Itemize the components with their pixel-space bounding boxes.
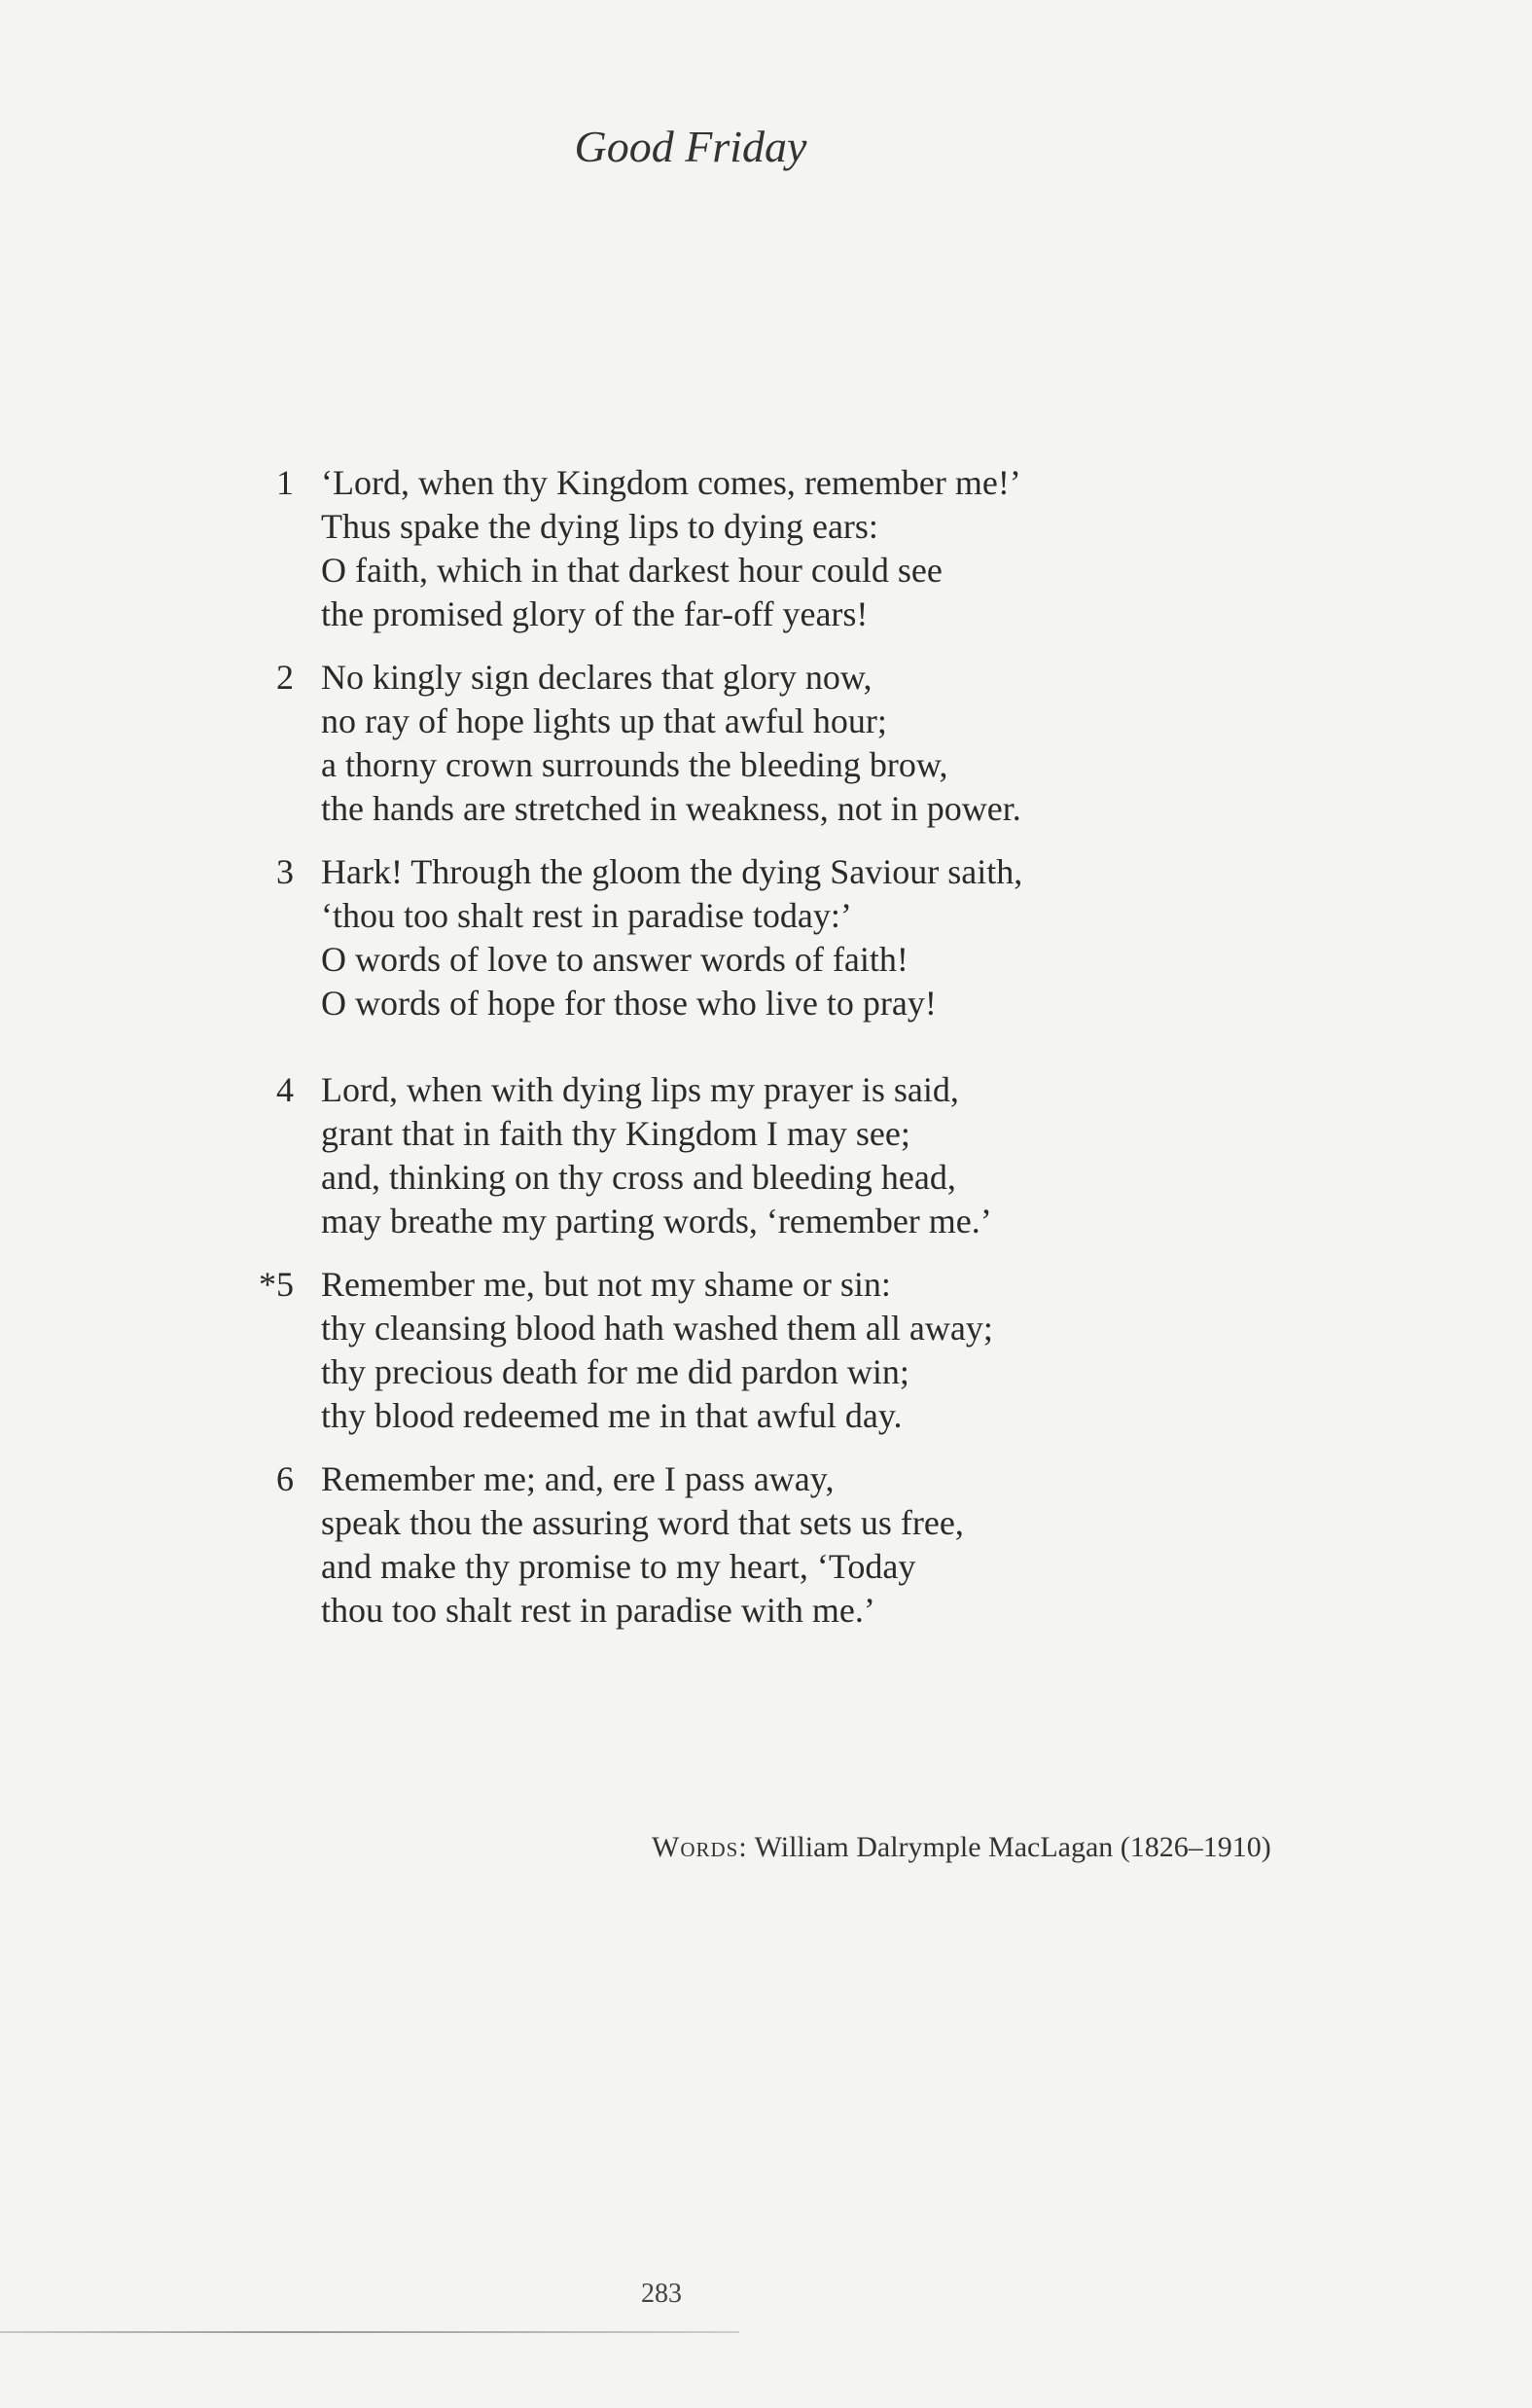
hymn-verses — [233, 461, 1206, 1633]
verse-line: Lord, when with dying lips my prayer is said, — [321, 1070, 959, 1109]
verse-number: 1 — [276, 463, 294, 502]
page-title: Good Friday — [574, 122, 807, 171]
verse-line: thy cleansing blood hath washed them all away; — [321, 1309, 993, 1348]
verse — [233, 850, 1206, 1025]
verse-line: Thus spake the dying lips to dying ears: — [321, 507, 878, 546]
verse — [233, 1263, 1206, 1438]
verse-line: Remember me; and, ere I pass away, — [321, 1459, 835, 1498]
attribution — [652, 1831, 1271, 1864]
verse-line: Hark! Through the gloom the dying Saviour saith, — [321, 852, 1023, 891]
verse-number: 2 — [276, 658, 294, 697]
verse-number: 4 — [276, 1070, 294, 1109]
verse-line: grant that in faith thy Kingdom I may see; — [321, 1114, 910, 1153]
attribution-text: William Dalrymple MacLagan (1826–1910) — [754, 1831, 1271, 1863]
verse-line: thou too shalt rest in paradise with me.’ — [321, 1591, 875, 1630]
verse-line: a thorny crown surrounds the bleeding brow, — [321, 745, 948, 784]
verse-line: Remember me, but not my shame or sin: — [321, 1265, 891, 1304]
verse-number: 6 — [276, 1459, 294, 1498]
verse-line: ‘Lord, when thy Kingdom comes, remember me!’ — [321, 463, 1021, 502]
verse-number: 3 — [276, 852, 294, 891]
verse-line: speak thou the assuring word that sets us free, — [321, 1503, 964, 1542]
verse — [233, 656, 1206, 831]
verse-line: may breathe my parting words, ‘remember me.’ — [321, 1202, 992, 1240]
verse-line: ‘thou too shalt rest in paradise today:’ — [321, 896, 852, 935]
verse-line: O faith, which in that darkest hour could see — [321, 551, 943, 590]
verse-line: and, thinking on thy cross and bleeding head, — [321, 1158, 956, 1197]
verse-line: no ray of hope lights up that awful hour; — [321, 701, 887, 740]
page-number: 283 — [641, 2279, 682, 2309]
verse-line: thy precious death for me did pardon win; — [321, 1352, 909, 1391]
verse-number: *5 — [259, 1265, 294, 1304]
attribution-label: Words: — [652, 1831, 748, 1863]
verse-line: No kingly sign declares that glory now, — [321, 658, 873, 697]
verse-line: the promised glory of the far-off years! — [321, 594, 869, 633]
verse-line: thy blood redeemed me in that awful day. — [321, 1396, 903, 1435]
page-edge-divider — [0, 2331, 739, 2333]
verse-line: O words of hope for those who live to pray! — [321, 984, 937, 1023]
verse-line: O words of love to answer words of faith! — [321, 940, 909, 979]
verse — [233, 1457, 1206, 1633]
verse-line: and make thy promise to my heart, ‘Today — [321, 1547, 916, 1586]
verse — [233, 461, 1206, 636]
verse — [233, 1068, 1206, 1243]
verse-line: the hands are stretched in weakness, not in power. — [321, 789, 1021, 828]
